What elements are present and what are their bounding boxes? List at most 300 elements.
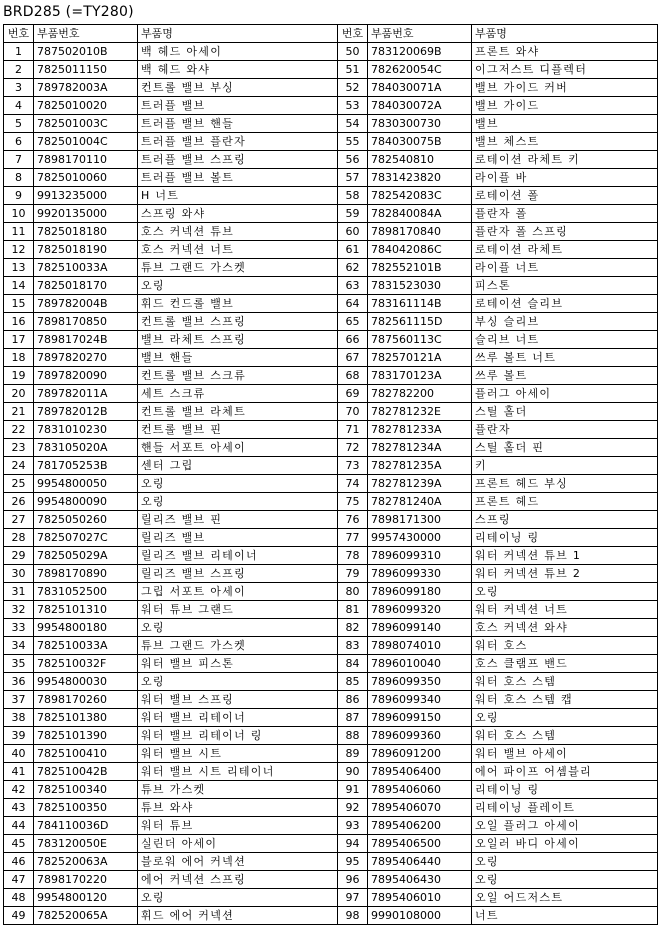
part-name: 블로워 에어 커넥션 [138, 853, 338, 871]
page-title: BRD285 (=TY280) [3, 4, 134, 20]
part-no: 90 [338, 763, 368, 781]
part-number: 789782003A [34, 79, 138, 97]
part-name: 워터 튜브 그랜드 [138, 601, 338, 619]
part-number: 7898171300 [368, 511, 472, 529]
part-no: 83 [338, 637, 368, 655]
part-no: 91 [338, 781, 368, 799]
part-name: 리테이닝 플레이트 [472, 799, 658, 817]
part-number: 7825100340 [34, 781, 138, 799]
part-name: 로테이션 라체트 키 [472, 151, 658, 169]
table-row [4, 385, 658, 403]
part-name: 트러플 밸브 플란자 [138, 133, 338, 151]
part-no: 40 [4, 745, 34, 763]
table-row [4, 673, 658, 691]
part-number: 784030072A [368, 97, 472, 115]
part-number: 782510042B [34, 763, 138, 781]
part-no: 15 [4, 295, 34, 313]
header-part-name: 부품명 [138, 25, 338, 43]
parts-table [3, 24, 658, 925]
part-number: 9920135000 [34, 205, 138, 223]
part-no: 77 [338, 529, 368, 547]
part-name: 백 헤드 와샤 [138, 61, 338, 79]
table-row [4, 745, 658, 763]
part-no: 67 [338, 349, 368, 367]
part-no: 82 [338, 619, 368, 637]
part-name: 릴리즈 밸브 스프링 [138, 565, 338, 583]
part-number: 7898170850 [34, 313, 138, 331]
part-no: 95 [338, 853, 368, 871]
part-no: 44 [4, 817, 34, 835]
table-row [4, 61, 658, 79]
table-row [4, 79, 658, 97]
table-row [4, 205, 658, 223]
part-name: 워터 밸브 시트 [138, 745, 338, 763]
part-number: 783120069B [368, 43, 472, 61]
part-number: 7825011150 [34, 61, 138, 79]
part-no: 94 [338, 835, 368, 853]
part-no: 30 [4, 565, 34, 583]
part-no: 39 [4, 727, 34, 745]
part-name: 밸브 가이드 커버 [472, 79, 658, 97]
part-name: 실린더 아세이 [138, 835, 338, 853]
part-number: 7825100410 [34, 745, 138, 763]
part-number: 789782012B [34, 403, 138, 421]
part-name: 밸브 라체트 스프링 [138, 331, 338, 349]
part-number: 782520065A [34, 907, 138, 925]
table-row [4, 259, 658, 277]
part-name: 세트 스크류 [138, 385, 338, 403]
part-number: 7896099310 [368, 547, 472, 565]
table-row [4, 421, 658, 439]
part-name: 밸브 체스트 [472, 133, 658, 151]
part-name: 밸브 가이드 [472, 97, 658, 115]
part-name: 호스 커넥션 튜브 [138, 223, 338, 241]
part-no: 23 [4, 439, 34, 457]
part-number: 7895406060 [368, 781, 472, 799]
part-name: 오링 [472, 853, 658, 871]
part-name: 오링 [138, 673, 338, 691]
part-number: 7831523030 [368, 277, 472, 295]
part-number: 7898170110 [34, 151, 138, 169]
part-name: 쓰루 볼트 너트 [472, 349, 658, 367]
part-no: 42 [4, 781, 34, 799]
part-name: 에어 파이프 어셈블리 [472, 763, 658, 781]
table-row [4, 655, 658, 673]
part-number: 7898170840 [368, 223, 472, 241]
part-number: 7825101380 [34, 709, 138, 727]
part-number: 782552101B [368, 259, 472, 277]
part-number: 7896099340 [368, 691, 472, 709]
table-row [4, 763, 658, 781]
part-no: 49 [4, 907, 34, 925]
part-no: 33 [4, 619, 34, 637]
part-number: 782505029A [34, 547, 138, 565]
part-no: 4 [4, 97, 34, 115]
part-name: 워터 밸브 피스톤 [138, 655, 338, 673]
part-name: 리테이닝 링 [472, 529, 658, 547]
part-name: 트러플 밸브 스프링 [138, 151, 338, 169]
part-no: 16 [4, 313, 34, 331]
part-no: 54 [338, 115, 368, 133]
part-number: 7895406010 [368, 889, 472, 907]
part-number: 783161114B [368, 295, 472, 313]
table-row [4, 313, 658, 331]
table-row [4, 583, 658, 601]
part-name: 오링 [138, 493, 338, 511]
part-name: 오링 [138, 475, 338, 493]
part-no: 85 [338, 673, 368, 691]
part-number: 782781233A [368, 421, 472, 439]
part-name: 휘드 에어 커넥션 [138, 907, 338, 925]
part-name: 부싱 슬리브 [472, 313, 658, 331]
part-number: 7896091200 [368, 745, 472, 763]
part-name: 워터 밸브 리테이너 [138, 709, 338, 727]
table-row [4, 277, 658, 295]
part-number: 7896099330 [368, 565, 472, 583]
part-no: 73 [338, 457, 368, 475]
part-no: 3 [4, 79, 34, 97]
part-name: 플란자 폴 [472, 205, 658, 223]
table-row [4, 511, 658, 529]
part-no: 96 [338, 871, 368, 889]
table-row [4, 475, 658, 493]
part-no: 87 [338, 709, 368, 727]
table-row [4, 889, 658, 907]
part-name: 워터 호스 [472, 637, 658, 655]
part-no: 86 [338, 691, 368, 709]
table-row [4, 781, 658, 799]
part-number: 7830300730 [368, 115, 472, 133]
part-number: 784030075B [368, 133, 472, 151]
part-number: 7831423820 [368, 169, 472, 187]
part-number: 9913235000 [34, 187, 138, 205]
table-row [4, 241, 658, 259]
table-row [4, 835, 658, 853]
part-name: 릴리즈 밸브 리테이너 [138, 547, 338, 565]
part-no: 51 [338, 61, 368, 79]
part-name: 휘드 컨드롤 밸브 [138, 295, 338, 313]
part-no: 46 [4, 853, 34, 871]
part-number: 781705253B [34, 457, 138, 475]
part-name: 이그저스트 디플렉터 [472, 61, 658, 79]
part-name: 워터 호스 스템 [472, 727, 658, 745]
part-name: 센터 그립 [138, 457, 338, 475]
part-no: 72 [338, 439, 368, 457]
part-no: 20 [4, 385, 34, 403]
part-name: 라이플 너트 [472, 259, 658, 277]
part-number: 7825101390 [34, 727, 138, 745]
table-row [4, 691, 658, 709]
part-no: 65 [338, 313, 368, 331]
part-no: 43 [4, 799, 34, 817]
table-row [4, 97, 658, 115]
part-number: 7896099150 [368, 709, 472, 727]
part-number: 784042086C [368, 241, 472, 259]
part-no: 47 [4, 871, 34, 889]
part-no: 45 [4, 835, 34, 853]
part-name: 핸들 서포트 아세이 [138, 439, 338, 457]
part-no: 26 [4, 493, 34, 511]
part-name: 트러플 밸브 핸들 [138, 115, 338, 133]
part-name: 오일 어드저스트 [472, 889, 658, 907]
part-number: 7825101310 [34, 601, 138, 619]
part-number: 7825100350 [34, 799, 138, 817]
part-name: 컨트롤 밸브 스크류 [138, 367, 338, 385]
table-row [4, 169, 658, 187]
table-row [4, 817, 658, 835]
part-number: 7895406400 [368, 763, 472, 781]
part-name: 로테이션 라체트 [472, 241, 658, 259]
part-name: 워터 커넥션 너트 [472, 601, 658, 619]
part-number: 7897820090 [34, 367, 138, 385]
part-no: 35 [4, 655, 34, 673]
part-name: 오링 [472, 583, 658, 601]
part-number: 9954800180 [34, 619, 138, 637]
part-no: 27 [4, 511, 34, 529]
part-number: 9954800090 [34, 493, 138, 511]
part-name: 프론트 헤드 부싱 [472, 475, 658, 493]
part-number: 9990108000 [368, 907, 472, 925]
part-no: 50 [338, 43, 368, 61]
table-row [4, 295, 658, 313]
part-number: 782782200 [368, 385, 472, 403]
part-no: 68 [338, 367, 368, 385]
header-no: 번호 [4, 25, 34, 43]
part-name: 오링 [138, 889, 338, 907]
part-number: 789782004B [34, 295, 138, 313]
part-number: 7831010230 [34, 421, 138, 439]
part-number: 782570121A [368, 349, 472, 367]
part-number: 782507027C [34, 529, 138, 547]
part-no: 29 [4, 547, 34, 565]
part-name: 오일 플러그 아세이 [472, 817, 658, 835]
part-no: 28 [4, 529, 34, 547]
part-no: 6 [4, 133, 34, 151]
part-no: 53 [338, 97, 368, 115]
part-no: 2 [4, 61, 34, 79]
part-number: 789782011A [34, 385, 138, 403]
part-no: 13 [4, 259, 34, 277]
part-number: 783120050E [34, 835, 138, 853]
part-name: 로테이션 폴 [472, 187, 658, 205]
part-number: 782542083C [368, 187, 472, 205]
part-number: 782781235A [368, 457, 472, 475]
table-row [4, 529, 658, 547]
part-no: 71 [338, 421, 368, 439]
part-name: 슬리브 너트 [472, 331, 658, 349]
part-name: 스프링 와샤 [138, 205, 338, 223]
part-name: 스틸 홀더 [472, 403, 658, 421]
part-no: 84 [338, 655, 368, 673]
part-no: 92 [338, 799, 368, 817]
part-no: 11 [4, 223, 34, 241]
part-name: 너트 [472, 907, 658, 925]
part-number: 7895406440 [368, 853, 472, 871]
part-number: 7895406200 [368, 817, 472, 835]
table-row [4, 799, 658, 817]
part-no: 10 [4, 205, 34, 223]
part-number: 7896010040 [368, 655, 472, 673]
part-no: 55 [338, 133, 368, 151]
part-no: 21 [4, 403, 34, 421]
part-number: 7896099350 [368, 673, 472, 691]
part-no: 8 [4, 169, 34, 187]
part-name: 오링 [472, 871, 658, 889]
part-number: 782561115D [368, 313, 472, 331]
part-no: 64 [338, 295, 368, 313]
part-name: 튜브 가스켓 [138, 781, 338, 799]
part-no: 7 [4, 151, 34, 169]
part-name: 트러플 밸브 볼트 [138, 169, 338, 187]
part-name: 워터 커넥션 튜브 2 [472, 565, 658, 583]
part-number: 7896099320 [368, 601, 472, 619]
part-no: 59 [338, 205, 368, 223]
part-name: 워터 밸브 리테이너 링 [138, 727, 338, 745]
part-no: 78 [338, 547, 368, 565]
part-name: 밸브 핸들 [138, 349, 338, 367]
part-no: 98 [338, 907, 368, 925]
part-no: 12 [4, 241, 34, 259]
part-number: 7898170890 [34, 565, 138, 583]
part-name: 컨트롤 밸브 스프링 [138, 313, 338, 331]
part-name: 플러그 아세이 [472, 385, 658, 403]
part-name: 오링 [138, 619, 338, 637]
part-name: 컨트롤 밸브 핀 [138, 421, 338, 439]
table-row [4, 907, 658, 925]
table-row [4, 709, 658, 727]
part-number: 7896099140 [368, 619, 472, 637]
part-no: 74 [338, 475, 368, 493]
part-no: 70 [338, 403, 368, 421]
part-number: 7896099360 [368, 727, 472, 745]
part-number: 787560113C [368, 331, 472, 349]
part-no: 17 [4, 331, 34, 349]
part-number: 7831052500 [34, 583, 138, 601]
part-number: 782501004C [34, 133, 138, 151]
part-name: 워터 호스 스템 캡 [472, 691, 658, 709]
part-no: 19 [4, 367, 34, 385]
part-number: 7825010060 [34, 169, 138, 187]
part-name: 리테이닝 링 [472, 781, 658, 799]
part-no: 9 [4, 187, 34, 205]
table-row [4, 331, 658, 349]
part-number: 9954800030 [34, 673, 138, 691]
part-number: 782840084A [368, 205, 472, 223]
part-name: 호스 커넥션 너트 [138, 241, 338, 259]
part-no: 60 [338, 223, 368, 241]
part-name: 로테이션 슬리브 [472, 295, 658, 313]
part-number: 782501003C [34, 115, 138, 133]
part-number: 9957430000 [368, 529, 472, 547]
part-no: 5 [4, 115, 34, 133]
part-no: 52 [338, 79, 368, 97]
table-row [4, 493, 658, 511]
part-name: 호스 클램프 밴드 [472, 655, 658, 673]
part-name: 워터 호스 스템 [472, 673, 658, 691]
part-name: 워터 커넥션 튜브 1 [472, 547, 658, 565]
part-name: 워터 밸브 시트 리테이너 [138, 763, 338, 781]
table-row [4, 403, 658, 421]
header-part-number: 부품번호 [34, 25, 138, 43]
part-number: 782520063A [34, 853, 138, 871]
part-number: 782510033A [34, 259, 138, 277]
part-name: 워터 튜브 [138, 817, 338, 835]
part-name: 플란자 폴 스프링 [472, 223, 658, 241]
part-number: 789817024B [34, 331, 138, 349]
part-name: H 너트 [138, 187, 338, 205]
header-row [4, 25, 658, 43]
parts-body [4, 43, 658, 925]
part-name: 스틸 홀더 핀 [472, 439, 658, 457]
part-number: 7898170260 [34, 691, 138, 709]
part-no: 62 [338, 259, 368, 277]
table-row [4, 187, 658, 205]
part-name: 그립 서포트 아세이 [138, 583, 338, 601]
table-row [4, 565, 658, 583]
part-number: 7825018190 [34, 241, 138, 259]
part-number: 7825010020 [34, 97, 138, 115]
part-no: 57 [338, 169, 368, 187]
part-name: 릴리즈 밸브 핀 [138, 511, 338, 529]
table-row [4, 871, 658, 889]
table-row [4, 637, 658, 655]
part-number: 784110036D [34, 817, 138, 835]
header-part-number: 부품번호 [368, 25, 472, 43]
table-row [4, 457, 658, 475]
part-no: 48 [4, 889, 34, 907]
part-name: 오일러 바디 아세이 [472, 835, 658, 853]
part-name: 키 [472, 457, 658, 475]
table-row [4, 43, 658, 61]
part-name: 오링 [138, 277, 338, 295]
part-number: 782620054C [368, 61, 472, 79]
table-row [4, 727, 658, 745]
part-name: 에어 커넥션 스프링 [138, 871, 338, 889]
part-number: 782781234A [368, 439, 472, 457]
table-row [4, 439, 658, 457]
table-row [4, 619, 658, 637]
part-number: 9954800120 [34, 889, 138, 907]
part-no: 24 [4, 457, 34, 475]
part-no: 63 [338, 277, 368, 295]
part-no: 81 [338, 601, 368, 619]
table-row [4, 601, 658, 619]
part-number: 782540810 [368, 151, 472, 169]
header-no: 번호 [338, 25, 368, 43]
table-row [4, 115, 658, 133]
part-no: 14 [4, 277, 34, 295]
part-name: 튜브 와샤 [138, 799, 338, 817]
part-name: 플란자 [472, 421, 658, 439]
part-number: 782781232E [368, 403, 472, 421]
part-number: 782510033A [34, 637, 138, 655]
part-no: 97 [338, 889, 368, 907]
part-no: 31 [4, 583, 34, 601]
part-no: 38 [4, 709, 34, 727]
part-no: 56 [338, 151, 368, 169]
part-name: 릴리즈 밸브 [138, 529, 338, 547]
part-no: 37 [4, 691, 34, 709]
part-name: 스프링 [472, 511, 658, 529]
part-number: 7897820270 [34, 349, 138, 367]
part-number: 7825018170 [34, 277, 138, 295]
part-no: 18 [4, 349, 34, 367]
table-row [4, 547, 658, 565]
part-no: 25 [4, 475, 34, 493]
part-number: 783170123A [368, 367, 472, 385]
part-no: 75 [338, 493, 368, 511]
table-row [4, 133, 658, 151]
